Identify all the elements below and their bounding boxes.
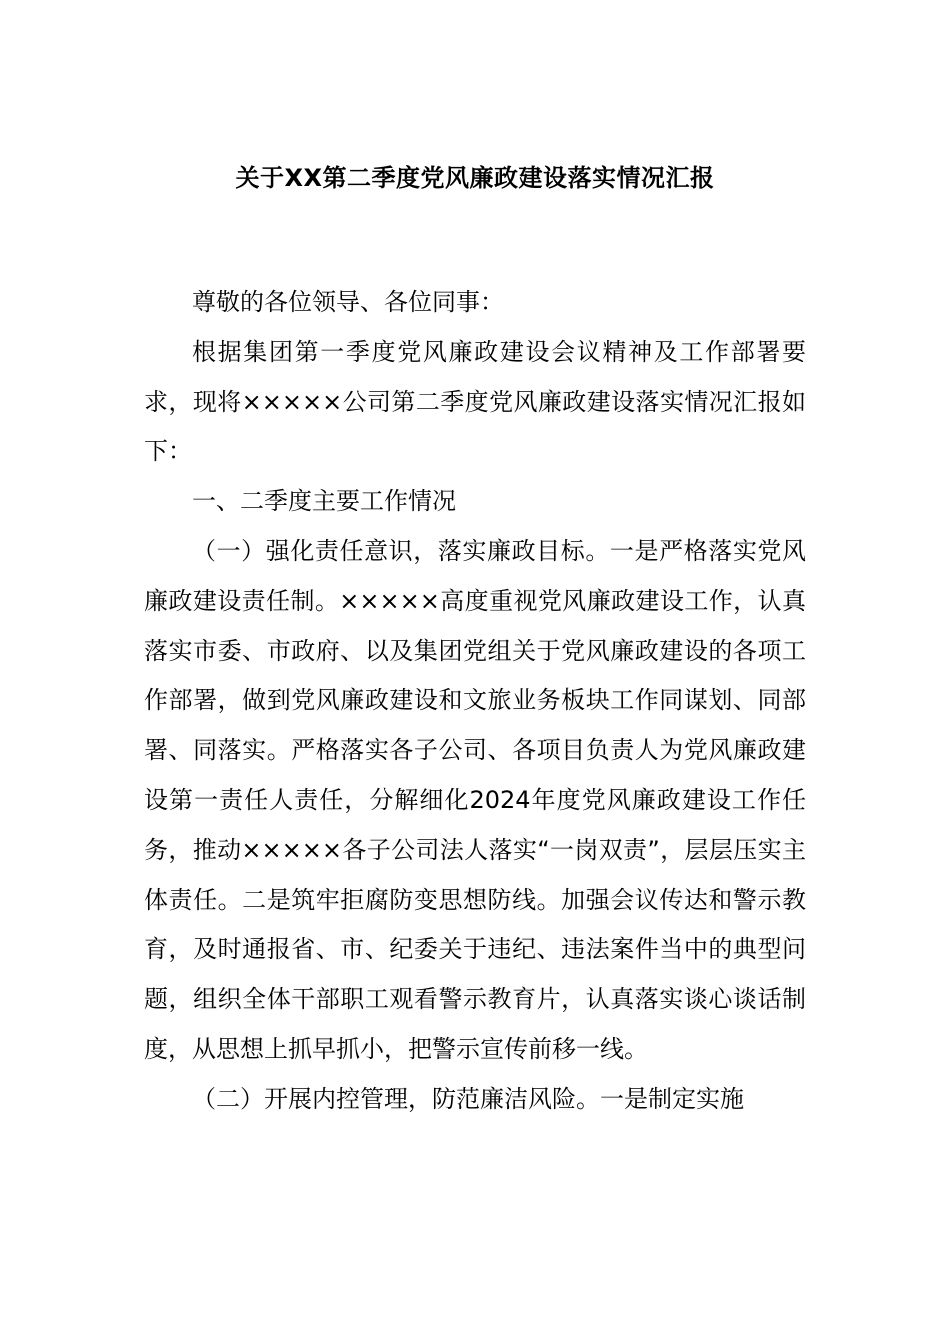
document-body [144,278,806,1125]
paragraph-item-1: （一）强化责任意识，落实廉政目标。一是严格落实党风廉政建设责任制。×××××高度重视党风廉政建设工作，认真落实市委、市政府、以及集团党组关于党风廉政建设的各项工作部署，做到党风廉政建设和文旅业务板块工作同谋划、同部署、同落实。严格落实各子公司、各项目负责人为党风廉政建设第一责任人责任，分解细化2024年度党风廉政建设工作任务，推动×××××各子公司法人落实“一岗双责”，层层压实主体责任。二是筑牢拒腐防变思想防线。加强会议传达和警示教育，及时通报省、市、纪委关于违纪、违法案件当中的典型问题，组织全体干部职工观看警示教育片，认真落实谈心谈话制度，从思想上抓早抓小，把警示宣传前移一线。 [144,536,806,1063]
salutation: 尊敬的各位领导、各位同事： [192,288,504,316]
document-title: 关于XX第二季度党风廉政建设落实情况汇报 [235,164,715,192]
paragraph-intro: 根据集团第一季度党风廉政建设会议精神及工作部署要求，现将×××××公司第二季度党风廉政建设落实情况汇报如下： [144,337,806,466]
section-heading: 一、二季度主要工作情况 [192,487,456,516]
paragraph-item-2: （二）开展内控管理，防范廉洁风险。一是制定实施 [192,1084,744,1113]
